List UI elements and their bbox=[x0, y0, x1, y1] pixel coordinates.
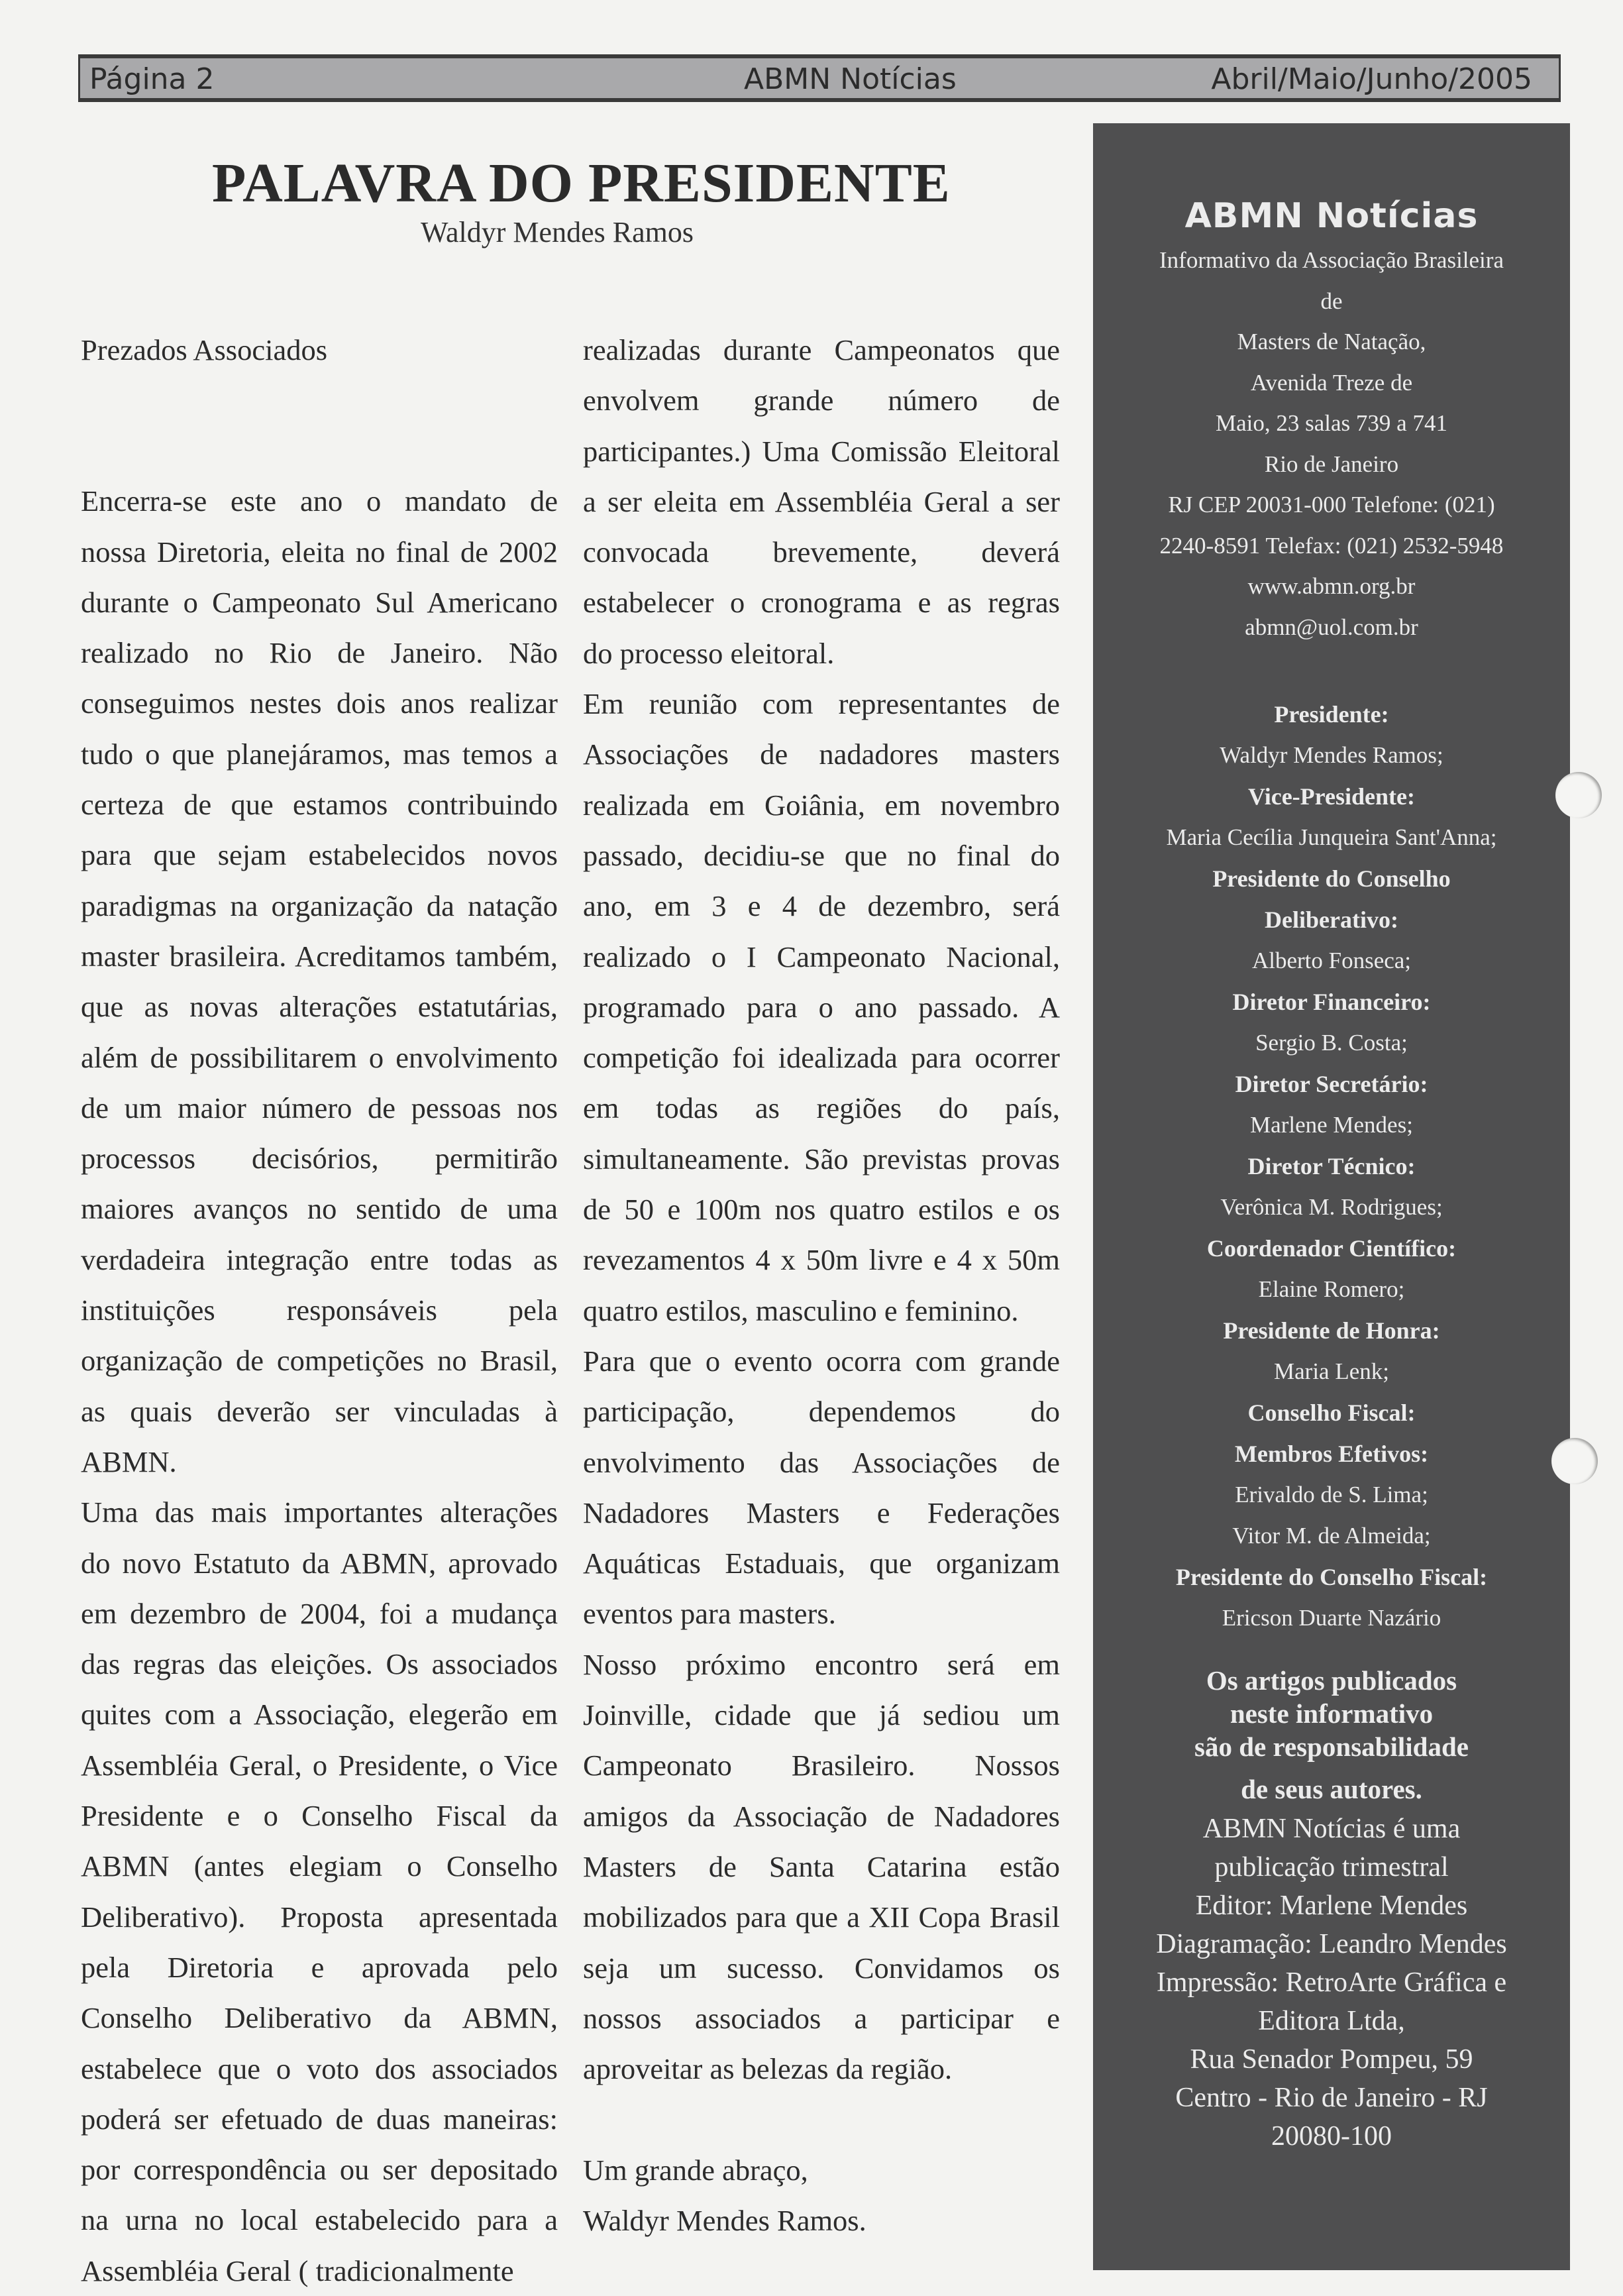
role-title: Presidente do Conselho Fiscal: bbox=[1175, 1564, 1488, 1590]
article-line: simultaneamente. São previstas provas bbox=[583, 1142, 1060, 1175]
article-line: durante o Campeonato Sul Americano bbox=[81, 585, 558, 619]
member-name: Ericson Duarte Nazário bbox=[1222, 1605, 1441, 1631]
article-line: participantes.) Uma Comissão Eleitoral bbox=[583, 434, 1060, 468]
role-title: Presidente do Conselho bbox=[1212, 865, 1451, 892]
member-name: Vitor M. de Almeida; bbox=[1232, 1523, 1431, 1549]
article-line: participação, dependemos do bbox=[583, 1395, 1060, 1429]
contact-line: Maio, 23 salas 739 a 741 bbox=[1216, 410, 1447, 436]
member-name: Waldyr Mendes Ramos; bbox=[1220, 742, 1443, 768]
article-line: Encerra-se este ano o mandato de bbox=[81, 484, 558, 518]
article-line: certeza de que estamos contribuindo bbox=[81, 788, 558, 822]
article-line: realizada em Goiânia, em novembro bbox=[583, 788, 1060, 822]
article-line: organização de competições no Brasil, bbox=[81, 1344, 558, 1378]
article-line: ABMN. bbox=[81, 1445, 177, 1478]
article-line: aproveitar as belezas da região. bbox=[583, 2052, 953, 2086]
article-line: de um maior número de pessoas nos bbox=[81, 1091, 558, 1124]
article-line: verdadeira integração entre todas as bbox=[81, 1242, 558, 1276]
article-line: Em reunião com representantes de bbox=[583, 687, 1060, 721]
article-line: pela Diretoria e aprovada pelo bbox=[81, 1950, 558, 1984]
member-name: Marlene Mendes; bbox=[1250, 1112, 1413, 1138]
article-line: Assembléia Geral ( tradicionalmente bbox=[81, 2254, 514, 2287]
role-title: Diretor Técnico: bbox=[1247, 1153, 1416, 1179]
article-line: nossa Diretoria, eleita no final de 2002 bbox=[81, 535, 558, 569]
article-line: em todas as regiões do país, bbox=[583, 1091, 1060, 1125]
credit-line: Diagramação: Leandro Mendes bbox=[1156, 1929, 1507, 1959]
contact-line: RJ CEP 20031-000 Telefone: (021) bbox=[1168, 492, 1495, 518]
article-line: na urna no local estabelecido para a bbox=[81, 2203, 558, 2237]
credit-line: Rua Senador Pompeu, 59 bbox=[1190, 2044, 1473, 2075]
article-line: Associações de nadadores masters bbox=[583, 738, 1060, 771]
contact-line: Informativo da Associação Brasileira bbox=[1159, 247, 1504, 273]
contact-line: de bbox=[1320, 288, 1343, 314]
article-line: realizado o I Campeonato Nacional, bbox=[583, 940, 1060, 973]
credit-line: Impressão: RetroArte Gráfica e bbox=[1156, 1967, 1507, 1998]
article-line: em dezembro de 2004, foi a mudança bbox=[81, 1596, 558, 1630]
member-name: Erivaldo de S. Lima; bbox=[1235, 1482, 1428, 1507]
contact-line: 2240-8591 Telefax: (021) 2532-5948 bbox=[1159, 532, 1504, 559]
member-name: Verônica M. Rodrigues; bbox=[1220, 1194, 1443, 1220]
article-line: convocada brevemente, deverá bbox=[583, 535, 1060, 569]
article-line: Prezados Associados bbox=[81, 333, 328, 366]
article-line: para que sejam estabelecidos novos bbox=[81, 838, 558, 872]
article-line: Presidente e o Conselho Fiscal da bbox=[81, 1799, 558, 1833]
masthead-title: ABMN Notícias bbox=[1184, 196, 1479, 236]
article-line: do novo Estatuto da ABMN, aprovado bbox=[81, 1546, 558, 1580]
punch-hole bbox=[1551, 1438, 1598, 1484]
article-line: Nosso próximo encontro será em bbox=[583, 1647, 1060, 1681]
credit-line: Editor: Marlene Mendes bbox=[1195, 1890, 1468, 1921]
responsibility-note bbox=[1093, 1664, 1570, 1806]
article-column-middle bbox=[583, 325, 1060, 2246]
publication-credits bbox=[1093, 1810, 1570, 2156]
article-line: Para que o evento ocorra com grande bbox=[583, 1344, 1060, 1378]
article-line: Aquáticas Estaduais, que organizam bbox=[583, 1547, 1060, 1580]
article-line: realizado no Rio de Janeiro. Não bbox=[81, 636, 558, 670]
publication-name: ABMN Notícias bbox=[744, 62, 957, 96]
contact-line: Rio de Janeiro bbox=[1264, 451, 1399, 477]
article-line: das regras das eleições. Os associados bbox=[81, 1647, 558, 1681]
article-line: nossos associados a participar e bbox=[583, 2001, 1060, 2035]
role-title: Coordenador Científico: bbox=[1206, 1235, 1457, 1262]
role-title: Presidente: bbox=[1274, 701, 1389, 728]
role-title: Membros Efetivos: bbox=[1234, 1441, 1429, 1467]
article-line: quites com a Associação, elegerão em bbox=[81, 1698, 558, 1731]
article-line: envolvem grande número de bbox=[583, 384, 1060, 417]
article-line: programado para o ano passado. A bbox=[583, 990, 1060, 1024]
role-title: Vice-Presidente: bbox=[1248, 783, 1415, 810]
note-line: Os artigos publicados bbox=[1206, 1665, 1457, 1696]
article-line: estabelecer o cronograma e as regras bbox=[583, 586, 1060, 620]
article-line: poderá ser efetuado de duas maneiras: bbox=[81, 2102, 558, 2136]
article-author: Waldyr Mendes Ramos bbox=[421, 216, 694, 248]
article-line: Nadadores Masters e Federações bbox=[583, 1496, 1060, 1529]
contact-line: Masters de Natação, bbox=[1237, 329, 1426, 355]
article-line: Uma das mais importantes alterações bbox=[81, 1496, 558, 1529]
article-line: realizadas durante Campeonatos que bbox=[583, 333, 1060, 366]
member-name: Maria Cecília Junqueira Sant'Anna; bbox=[1166, 824, 1497, 850]
article-line: amigos da Associação de Nadadores bbox=[583, 1799, 1060, 1833]
article-line: competição foi idealizada para ocorrer bbox=[583, 1041, 1060, 1075]
article-line: Conselho Deliberativo da ABMN, bbox=[81, 2001, 558, 2035]
article-line: do processo eleitoral. bbox=[583, 636, 835, 670]
article-line: Campeonato Brasileiro. Nossos bbox=[583, 1749, 1060, 1782]
article-line: Masters de Santa Catarina estão bbox=[583, 1849, 1060, 1883]
article-title: PALAVRA DO PRESIDENTE bbox=[212, 152, 951, 214]
masthead-sidebar bbox=[1093, 123, 1570, 2270]
article-line: conseguimos nestes dois anos realizar bbox=[81, 686, 558, 720]
credit-line: Centro - Rio de Janeiro - RJ bbox=[1175, 2083, 1488, 2113]
member-name: Elaine Romero; bbox=[1258, 1276, 1405, 1302]
member-name: Maria Lenk; bbox=[1274, 1358, 1389, 1384]
article-line bbox=[81, 375, 558, 476]
article-line: mobilizados para que a XII Copa Brasil bbox=[583, 1900, 1060, 1934]
role-title: Deliberativo: bbox=[1265, 906, 1398, 933]
note-line: de seus autores. bbox=[1241, 1774, 1422, 1804]
issue-date: Abril/Maio/Junho/2005 bbox=[1211, 62, 1532, 96]
article-line: Assembléia Geral, o Presidente, o Vice bbox=[81, 1748, 558, 1782]
article-line: passado, decidiu-se que no final do bbox=[583, 838, 1060, 872]
contact-line: Avenida Treze de bbox=[1250, 369, 1413, 396]
role-title: Conselho Fiscal: bbox=[1247, 1399, 1416, 1426]
article-line: instituições responsáveis pela bbox=[81, 1293, 558, 1327]
article-line: de 50 e 100m nos quatro estilos e os bbox=[583, 1193, 1060, 1227]
member-name: Sergio B. Costa; bbox=[1255, 1030, 1408, 1056]
page-header-bar bbox=[78, 54, 1561, 102]
article-line: eventos para masters. bbox=[583, 1597, 836, 1631]
contact-line[interactable]: abmn@uol.com.br bbox=[1245, 614, 1418, 640]
role-title: Presidente de Honra: bbox=[1223, 1317, 1440, 1344]
note-line: neste informativo bbox=[1230, 1698, 1434, 1729]
board-members-list bbox=[1093, 694, 1570, 1639]
credit-line: 20080-100 bbox=[1271, 2121, 1392, 2152]
article-line: master brasileira. Acreditamos também, bbox=[81, 939, 558, 973]
article-line: ano, em 3 e 4 de dezembro, será bbox=[583, 889, 1060, 923]
article-line: paradigmas na organização da natação bbox=[81, 889, 558, 922]
article-line: que as novas alterações estatutárias, bbox=[81, 990, 558, 1024]
article-line: estabelece que o voto dos associados bbox=[81, 2051, 558, 2085]
article-line: por correspondência ou ser depositado bbox=[81, 2153, 558, 2187]
punch-hole bbox=[1555, 772, 1602, 818]
article-line: processos decisórios, permitirão bbox=[81, 1142, 558, 1175]
article-line: ABMN (antes elegiam o Conselho bbox=[81, 1849, 558, 1883]
credit-line: Editora Ltda, bbox=[1258, 2006, 1405, 2036]
article-line: além de possibilitarem o envolvimento bbox=[81, 1040, 558, 1074]
credit-line: publicação trimestral bbox=[1214, 1852, 1449, 1883]
page-number: Página 2 bbox=[89, 62, 215, 96]
article-line: quatro estilos, masculino e feminino. bbox=[583, 1293, 1019, 1327]
contact-line[interactable]: www.abmn.org.br bbox=[1247, 573, 1416, 599]
article-line: seja um sucesso. Convidamos os bbox=[583, 1951, 1060, 1985]
article-line: envolvimento das Associações de bbox=[583, 1445, 1060, 1479]
article-line: revezamentos 4 x 50m livre e 4 x 50m bbox=[583, 1243, 1060, 1277]
note-line: são de responsabilidade bbox=[1194, 1731, 1469, 1762]
masthead-contact-info bbox=[1093, 240, 1570, 647]
article-line: Joinville, cidade que já sediou um bbox=[583, 1698, 1060, 1732]
article-line: maiores avanços no sentido de uma bbox=[81, 1192, 558, 1226]
article-line: Waldyr Mendes Ramos. bbox=[583, 2203, 866, 2237]
role-title: Diretor Financeiro: bbox=[1232, 989, 1431, 1015]
article-line: tudo o que planejáramos, mas temos a bbox=[81, 737, 558, 771]
member-name: Alberto Fonseca; bbox=[1251, 948, 1412, 973]
article-line: a ser eleita em Assembléia Geral a ser bbox=[583, 484, 1060, 518]
article-line: Deliberativo). Proposta apresentada bbox=[81, 1900, 558, 1934]
credit-line: ABMN Notícias é uma bbox=[1202, 1814, 1461, 1844]
article-line bbox=[583, 2094, 1060, 2144]
article-line: Um grande abraço, bbox=[583, 2153, 808, 2187]
article-column-left bbox=[81, 325, 558, 2296]
article-line: as quais deverão ser vinculadas à bbox=[81, 1394, 558, 1428]
role-title: Diretor Secretário: bbox=[1235, 1071, 1428, 1097]
